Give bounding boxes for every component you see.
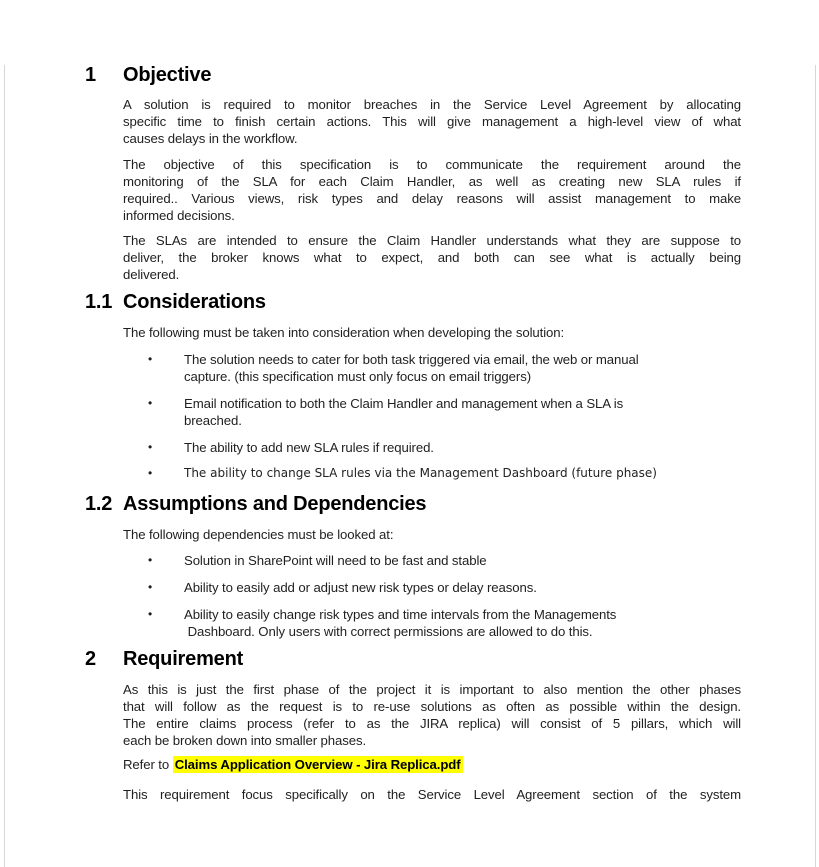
considerations-bullet-2-text: Email notification to both the Claim Handler and management when a SLA is breached. [184, 396, 624, 428]
refer-line [123, 756, 741, 774]
bullet-marker: • [148, 466, 153, 480]
considerations-bullet-3-text: The ability to add new SLA rules if required. [184, 440, 434, 455]
objective-paragraph-3: The SLAs are intended to ensure the Claim Handler understands what they are suppose to deliver, the broker knows what to expect, and both can see what is actually being delivered. [123, 233, 741, 282]
considerations-bullet-3 [148, 439, 741, 456]
assumptions-intro-text: The following dependencies must be looked at: [123, 527, 394, 542]
section-1-number: 1 [85, 64, 96, 86]
assumptions-bullet-1-text: Solution in SharePoint will need to be fast and stable [184, 553, 487, 568]
considerations-intro [123, 324, 741, 341]
section-1-2-number: 1.2 [85, 493, 113, 515]
section-1-title: Objective [123, 64, 212, 86]
bullet-marker: • [148, 440, 153, 454]
bullet-marker: • [148, 553, 153, 567]
bullet-marker: • [148, 396, 153, 410]
assumptions-intro [123, 526, 741, 543]
refer-prefix: Refer to [123, 757, 173, 772]
section-1-1-title: Considerations [123, 291, 266, 313]
considerations-bullet-2 [148, 395, 741, 429]
section-1-2-title: Assumptions and Dependencies [123, 493, 427, 515]
assumptions-bullet-3-text: Ability to easily change risk types and time intervals from the Managements Dashboard. Only users with correct permissions are allowed to do this. [184, 607, 617, 639]
bullet-marker: • [148, 607, 153, 621]
assumptions-bullet-2-text: Ability to easily add or adjust new risk types or delay reasons. [184, 580, 537, 595]
assumptions-bullet-2 [148, 579, 741, 596]
section-1-2-heading [85, 494, 819, 515]
considerations-intro-text: The following must be taken into consideration when developing the solution: [123, 325, 565, 340]
considerations-bullet-1 [148, 351, 741, 385]
bullet-marker: • [148, 580, 153, 594]
objective-paragraph-2: The objective of this specification is to communicate the requirement around the monitoring of the SLA for each Claim Handler, as well as creating new SLA rules if required.. Various views, risk types and delay reasons will assist management to make informed decisions. [123, 157, 741, 223]
requirement-paragraph-2: This requirement focus specifically on the Service Level Agreement section of the system [123, 787, 741, 802]
considerations-bullet-4-text: The ability to change SLA rules via the Management Dashboard (future phase) [184, 466, 657, 480]
considerations-bullet-4 [148, 465, 741, 482]
assumptions-bullet-1 [148, 552, 741, 569]
section-2-title: Requirement [123, 648, 244, 670]
section-1-1-number: 1.1 [85, 291, 113, 313]
referenced-file-highlight: Claims Application Overview - Jira Replica.pdf [174, 757, 461, 772]
assumptions-bullet-3 [148, 606, 741, 640]
objective-paragraph-1: A solution is required to monitor breaches in the Service Level Agreement by allocating specific time to finish certain actions. This will give management a high-level view of what causes delays in the workflow. [123, 97, 741, 146]
section-2-heading [85, 649, 819, 670]
bullet-marker: • [148, 352, 153, 366]
section-2-number: 2 [85, 648, 96, 670]
document-body [0, 65, 819, 803]
requirement-paragraph-1: As this is just the first phase of the project it is important to also mention the other phases that will follow as the request is to re-use solutions as often as possible within the design. The entire claims process (refer to as the JIRA replica) will consist of 5 pillars, which will each be broken down into smaller phases. [123, 682, 741, 748]
document-page [0, 65, 819, 867]
section-1-heading [85, 65, 819, 86]
section-1-1-heading [85, 292, 819, 313]
considerations-bullet-1-text: The solution needs to cater for both task triggered via email, the web or manual capture. (this specification must only focus on email triggers) [184, 352, 639, 384]
